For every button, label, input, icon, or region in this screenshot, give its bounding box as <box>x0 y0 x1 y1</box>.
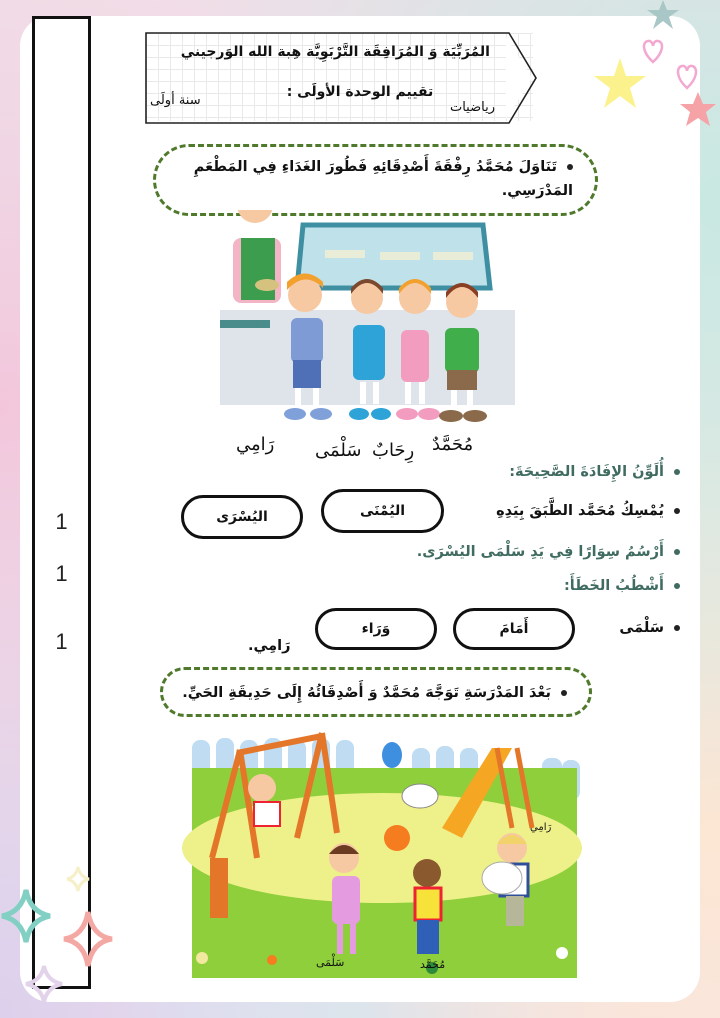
name-salma: سَلْمَى <box>315 440 362 461</box>
heart-icon <box>674 60 700 90</box>
q3-subject: سَلْمَى <box>590 620 680 636</box>
intro-cafeteria-text: تَنَاوَلَ مُحَمَّدُ رِفْقَةَ أَصْدِقَائِهِ فَطُورَ الغَدَاءِ فِي المَطْعَمِ المَدْرَسِي. <box>193 159 573 199</box>
intro-park <box>160 667 592 717</box>
score-q3: 1 <box>55 629 68 654</box>
sparkle-icon <box>62 910 114 968</box>
q2-heading: أَرْسُمُ سِوَارًا فِي يَدِ سَلْمَى اليُسْرَى. <box>370 544 680 560</box>
bullet-icon <box>674 625 680 631</box>
name-rehab: رِحَابٌ <box>372 440 415 461</box>
park-illustration <box>182 728 582 983</box>
park-name-salma: سَلْمَى <box>316 956 345 969</box>
star-icon <box>592 56 648 110</box>
q3-object: رَامِي. <box>248 638 291 654</box>
score-column <box>32 16 91 989</box>
option-behind[interactable]: وَرَاء <box>315 608 437 650</box>
star-icon <box>678 92 718 128</box>
option-in-front[interactable]: أَمَامَ <box>453 608 575 650</box>
name-mohamed: مُحَمَّدٌ <box>432 434 474 455</box>
sparkle-icon <box>24 964 64 1004</box>
option-right-hand[interactable]: اليُمْنَى <box>321 489 444 533</box>
bullet-icon <box>567 164 573 170</box>
bullet-icon <box>674 508 680 514</box>
park-name-rami: رَامِي <box>530 822 552 833</box>
q3-heading: أَشْطُبُ الخَطَأَ: <box>450 578 680 594</box>
sparkle-icon <box>66 866 90 892</box>
option-left-hand[interactable]: اليُسْرَى <box>181 495 303 539</box>
q1-heading: أُلَوِّنُ الإِفَادَةَ الصَّحِيحَةَ: <box>380 464 680 480</box>
bullet-icon <box>674 469 680 475</box>
star-icon <box>645 0 681 30</box>
bullet-icon <box>561 690 567 696</box>
q1-sentence: يُمْسِكُ مُحَمَّد الطَّبَقَ بِيَدِهِ <box>450 503 680 519</box>
score-q1: 1 <box>55 509 68 534</box>
sparkle-icon <box>0 888 52 944</box>
grade-label: سنة أولَى <box>150 93 201 108</box>
intro-cafeteria <box>153 144 598 216</box>
bullet-icon <box>674 549 680 555</box>
teacher-name: المُرَبِّيَة وَ المُرَافِقَة التَّرْبَوِيَّة هِبة الله الوَرجيني <box>180 44 490 60</box>
unit-title: تقييم الوحدة الأولَى : <box>286 84 434 100</box>
score-q2: 1 <box>55 561 68 586</box>
park-name-mohamed: مُحَمَّد <box>420 958 446 971</box>
bullet-icon <box>674 583 680 589</box>
intro-park-text: بَعْدَ المَدْرَسَةِ تَوَجَّهَ مُحَمَّدٌ وَ أَصْدِقَائُهُ إِلَى حَدِيقَةِ الحَيِّ. <box>182 685 551 701</box>
name-rami: رَامِي <box>236 434 275 455</box>
cafeteria-illustration <box>205 210 525 440</box>
subject-label: رياضيات <box>449 100 495 115</box>
